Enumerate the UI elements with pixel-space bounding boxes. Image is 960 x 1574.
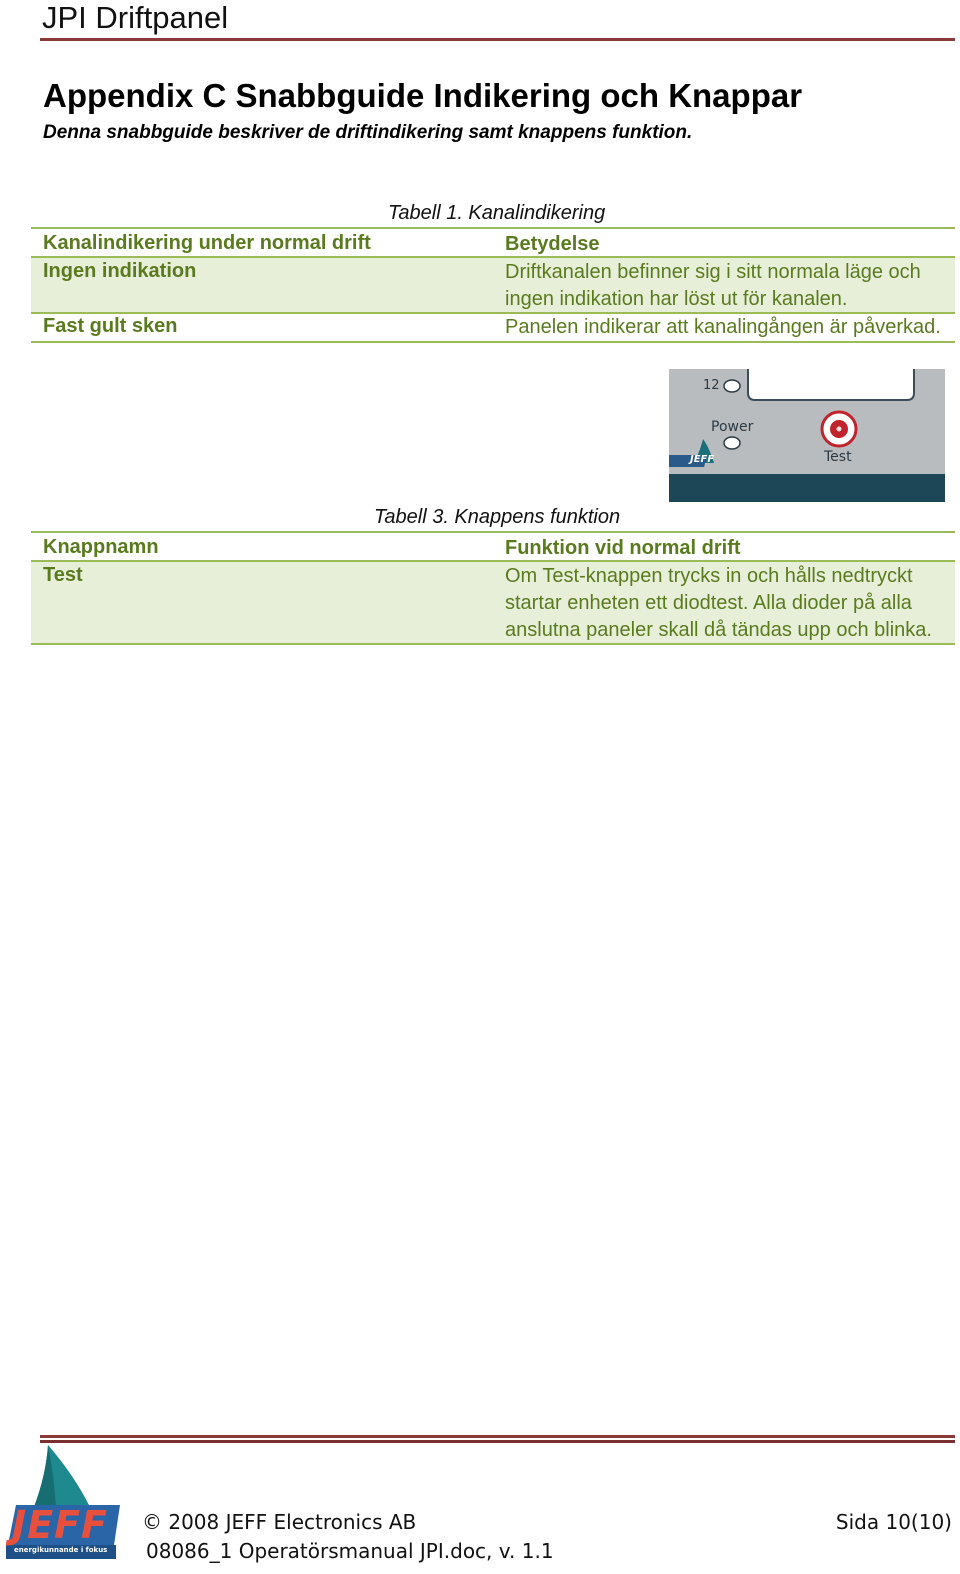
table-cell-name: Ingen indikation [43,260,197,282]
table-cell-name: Fast gult sken [43,315,178,337]
table-cell-description: Panelen indikerar att kanalingången är påverkad. [505,316,941,338]
table-row [31,258,955,314]
panel-channel-number: 12 [703,378,720,393]
table-header-cell: Kanalindikering under normal drift [43,232,371,254]
table-header-cell: Knappnamn [43,536,159,558]
table1 [31,227,955,343]
header-divider [40,38,955,41]
footer-divider [40,1435,955,1438]
footer-copyright: © 2008 JEFF Electronics AB [142,1510,417,1534]
logo-text: JEFF [12,1503,109,1547]
logo-tagline: energikunnande i fokus [14,1546,108,1554]
panel-test-label: Test [824,449,852,465]
table3-caption: Tabell 3. Knappens funktion [374,506,621,528]
table-header-cell: Funktion vid normal drift [505,537,741,559]
table-row [31,562,955,645]
panel-photo [669,369,945,502]
table1-caption: Tabell 1. Kanalindikering [388,202,606,224]
footer-divider [40,1440,955,1443]
table-header-row [31,531,955,562]
jeff-logo [4,1445,122,1563]
table-cell-description: Om Test-knappen trycks in och hålls nedtryckt startar enheten ett diodtest. Alla dioder på alla anslutna paneler skall då tändas upp och blinka. [505,565,932,641]
table-row [31,314,955,343]
appendix-title: Appendix C Snabbguide Indikering och Knappar [43,77,803,114]
table-cell-name: Test [43,564,83,586]
appendix-subtitle: Denna snabbguide beskriver de driftindikering samt knappens funktion. [43,122,693,143]
table-header-row [31,227,955,258]
header-title: JPI Driftpanel [42,0,229,35]
panel-logo-text: JEFF [690,454,715,465]
panel-power-label: Power [711,419,754,435]
footer-document-name: 08086_1 Operatörsmanual JPI.doc, v. 1.1 [146,1539,554,1563]
table-cell-description: Driftkanalen befinner sig i sitt normala läge och ingen indikation har löst ut för kanalen. [505,261,921,310]
footer-page-number: Sida 10(10) [835,1510,952,1534]
table3 [31,531,955,645]
table-header-cell: Betydelse [505,233,600,255]
